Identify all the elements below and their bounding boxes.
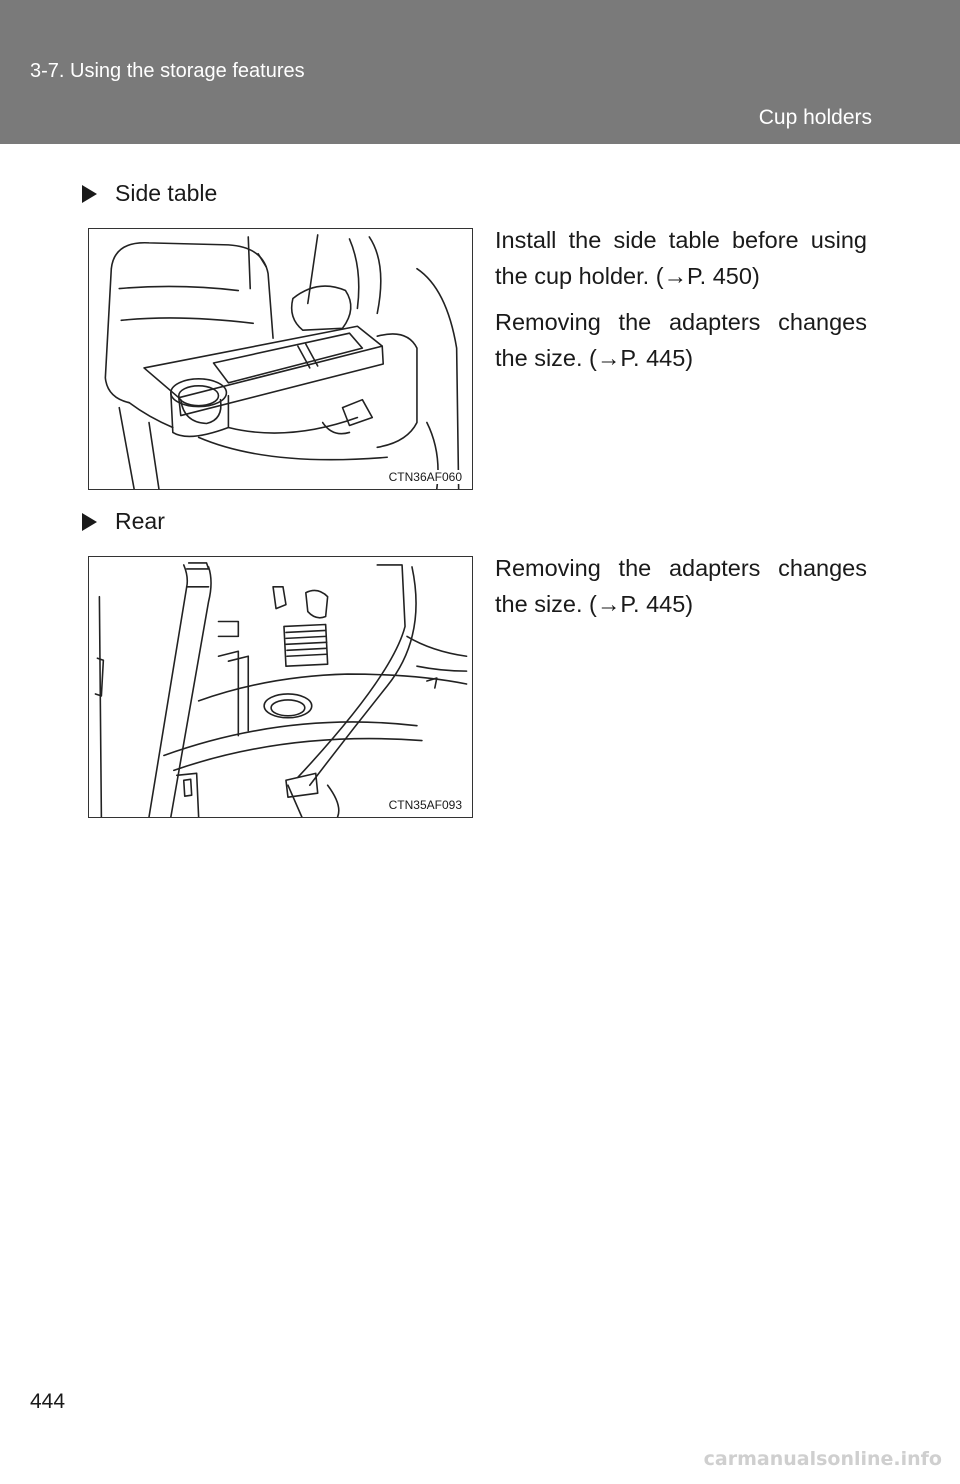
section-heading-rear [82, 508, 165, 535]
subsection-title: Cup holders [758, 106, 872, 129]
watermark: carmanualsonline.info [703, 1448, 942, 1470]
rear-paragraph-1: Removing the adapters changes the size. (→P. 445) [495, 555, 867, 617]
section-title: 3-7. Using the storage features [30, 60, 305, 82]
triangle-bullet-icon [82, 513, 97, 531]
section-heading-label: Rear [115, 508, 165, 534]
figure-code: CTN36AF060 [388, 470, 462, 484]
page-number: 444 [30, 1390, 66, 1413]
figure-code: CTN35AF093 [388, 798, 462, 812]
side-table-paragraph-2: Removing the adapters changes the size. (→P. 445) [495, 309, 867, 371]
side-table-illustration [88, 228, 473, 490]
rear-cup-holder-drawing [89, 557, 472, 817]
triangle-bullet-icon [82, 185, 97, 203]
side-table-paragraph-1: Install the side table before using the cup holder. (→P. 450) [495, 227, 867, 289]
side-table-drawing [89, 229, 472, 489]
section-heading-label: Side table [115, 180, 218, 206]
rear-cup-holder-illustration [88, 556, 473, 818]
page-header [0, 0, 960, 144]
section-heading-side-table [82, 180, 217, 207]
